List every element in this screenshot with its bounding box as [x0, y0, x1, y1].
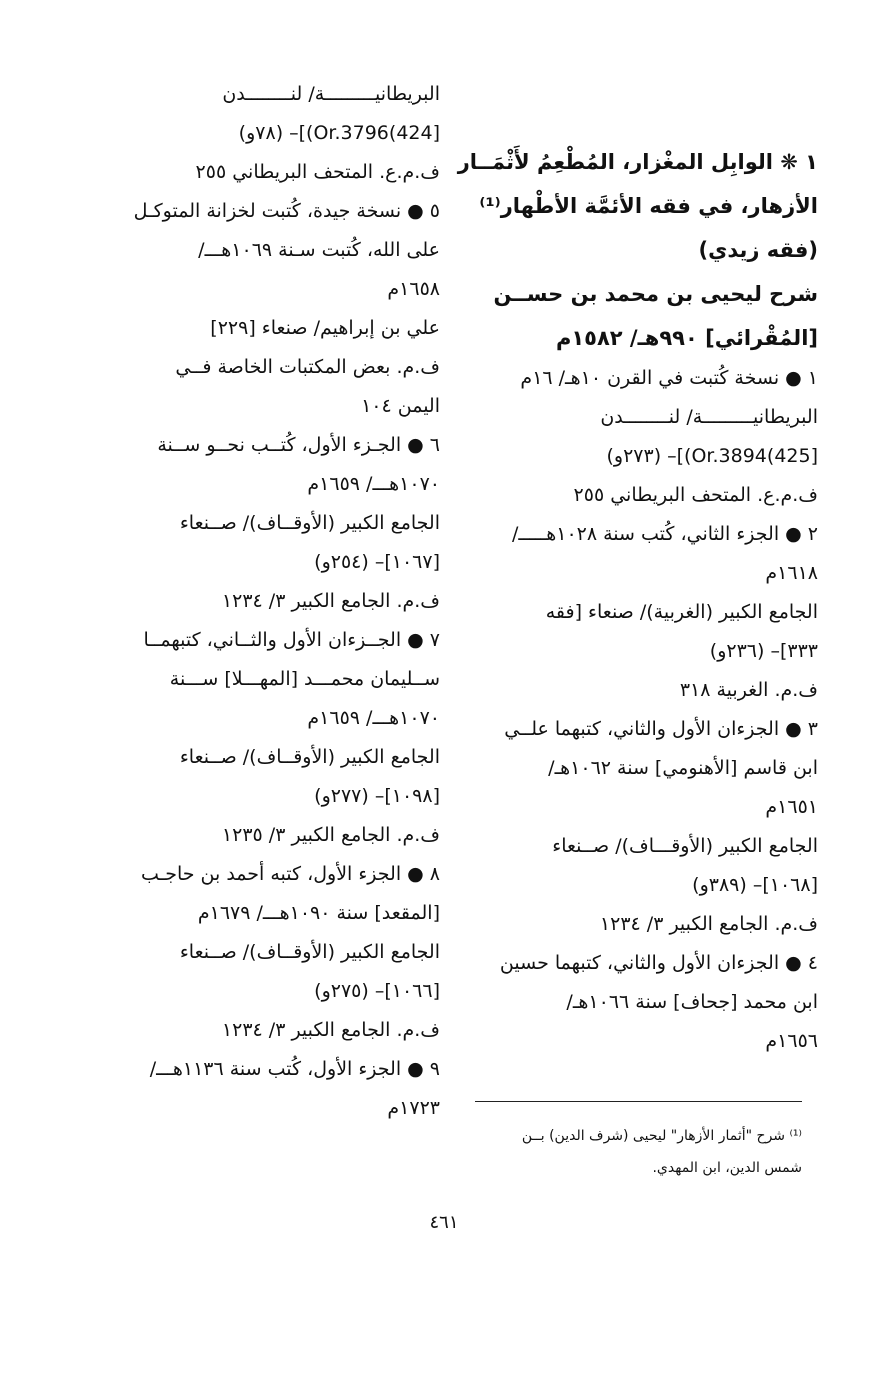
copy-line: ف.م. الجامع الكبير ٣/ ١٢٣٥ [221, 824, 440, 846]
entry-author-line: [المُقْرائي] ٩٩٠هـ/ ١٥٨٢م [555, 326, 818, 350]
copy-line: ٣٣٣]– (٢٣٦و) [709, 640, 818, 662]
copy-line: ١٦١٨م [765, 562, 818, 584]
footnote-separator [475, 1101, 802, 1102]
copy-line: ٣ ● الجزءان الأول والثاني، كتبهما علــي [504, 718, 818, 740]
copy-line: ١ ● نسخة كُتبت في القرن ١٠هـ/ ١٦م [520, 367, 818, 389]
copy-line: ٦ ● الجـزء الأول، كُتــب نحــو ســنة [157, 434, 440, 456]
copy-line: [424)Or.3796)]– (٧٨و) [238, 122, 440, 144]
copy-line: ١٠٧٠هـــ/ ١٦٥٩م [307, 473, 440, 495]
copy-line: البريطانيـــــــــة/ لنــــــــدن [600, 406, 818, 428]
copy-line: ابن محمد [جحاف] سنة ١٠٦٦هـ/ [566, 991, 818, 1013]
page-number: ٤٦١ [429, 1212, 459, 1233]
entry-title-line: الأزهار، في فقه الأئمَّة الأطْهار⁽¹⁾ [479, 194, 818, 218]
copy-line: ١٦٥١م [765, 796, 818, 818]
copy-line: اليمن ١٠٤ [361, 395, 440, 417]
entry-title-line: ١ ❋ الوابِل المغْزار، المُطْعِمُ لأَثْمَــار [457, 150, 818, 174]
copy-line: ٨ ● الجزء الأول، كتبه أحمد بن حاجـب [141, 863, 440, 885]
copy-line: البريطانيـــــــــة/ لنــــــــدن [222, 83, 440, 105]
copy-line: ف.م.ع. المتحف البريطاني ٢٥٥ [195, 161, 440, 183]
copy-line: [١٠٦٦]– (٢٧٥و) [314, 980, 440, 1002]
copy-line: ف.م.ع. المتحف البريطاني ٢٥٥ [573, 484, 818, 506]
copy-line: [١٠٩٨]– (٢٧٧و) [314, 785, 440, 807]
copy-line: ٢ ● الجزء الثاني، كُتب سنة ١٠٢٨هـــــ/ [511, 523, 818, 545]
copy-line: الجامع الكبير (الغربية)/ صنعاء [فقه [545, 601, 818, 623]
copy-line: ٧ ● الجــزءان الأول والثــاني، كتبهمــا [143, 629, 440, 651]
copy-line: ف.م. بعض المكتبات الخاصة فــي [175, 356, 440, 378]
copy-line: [المقعد] سنة ١٠٩٠هـــ/ ١٦٧٩م [197, 902, 440, 924]
copy-line: ٩ ● الجزء الأول، كُتب سنة ١١٣٦هـــ/ [149, 1058, 440, 1080]
entry-author-line: شرح ليحيى بن محمد بن حســن [493, 282, 818, 306]
copy-line: ١٦٥٦م [765, 1030, 818, 1052]
copy-line: الجامع الكبير (الأوقــاف)/ صــنعاء [179, 746, 440, 768]
copy-line: ٤ ● الجزءان الأول والثاني، كتبهما حسين [499, 952, 818, 974]
copy-line: ف.م. الغربية ٣١٨ [679, 679, 818, 701]
copy-line: ١٧٢٣م [387, 1097, 440, 1119]
copy-line: [١٠٦٨]– (٣٨٩و) [692, 874, 818, 896]
copy-line: علي بن إبراهيم/ صنعاء [٢٢٩] [210, 317, 440, 339]
copy-line: [١٠٦٧]– (٢٥٤و) [314, 551, 440, 573]
copy-line: ١٦٥٨م [387, 278, 440, 300]
copy-line: ابن قاسم [الأهنومي] سنة ١٠٦٢هـ/ [548, 757, 818, 779]
copy-line: ١٠٧٠هـــ/ ١٦٥٩م [307, 707, 440, 729]
copy-line: ف.م. الجامع الكبير ٣/ ١٢٣٤ [221, 1019, 440, 1041]
footnote-line: شمس الدين، ابن المهدي. [652, 1160, 802, 1176]
copy-line: ف.م. الجامع الكبير ٣/ ١٢٣٤ [221, 590, 440, 612]
copy-line: ف.م. الجامع الكبير ٣/ ١٢٣٤ [599, 913, 818, 935]
entry-subject: (فقه زيدي) [698, 238, 818, 262]
copy-line: الجامع الكبير (الأوقـــاف)/ صــنعاء [552, 835, 818, 857]
copy-line: على الله، كُتبت سـنة ١٠٦٩هـــ/ [198, 239, 440, 261]
copy-line: الجامع الكبير (الأوقــاف)/ صــنعاء [179, 512, 440, 534]
copy-line: [425)Or.3894)]– (٢٧٣و) [606, 445, 818, 467]
copy-line: الجامع الكبير (الأوقــاف)/ صــنعاء [179, 941, 440, 963]
copy-line: ٥ ● نسخة جيدة، كُتبت لخزانة المتوكـل [133, 200, 440, 222]
footnote-line: ⁽¹⁾ شرح "أثمار الأزهار" ليحيى (شرف الدين) بــن [521, 1128, 802, 1144]
copy-line: ســليمان محمـــد [المهـــلا] ســـنة [169, 668, 440, 690]
